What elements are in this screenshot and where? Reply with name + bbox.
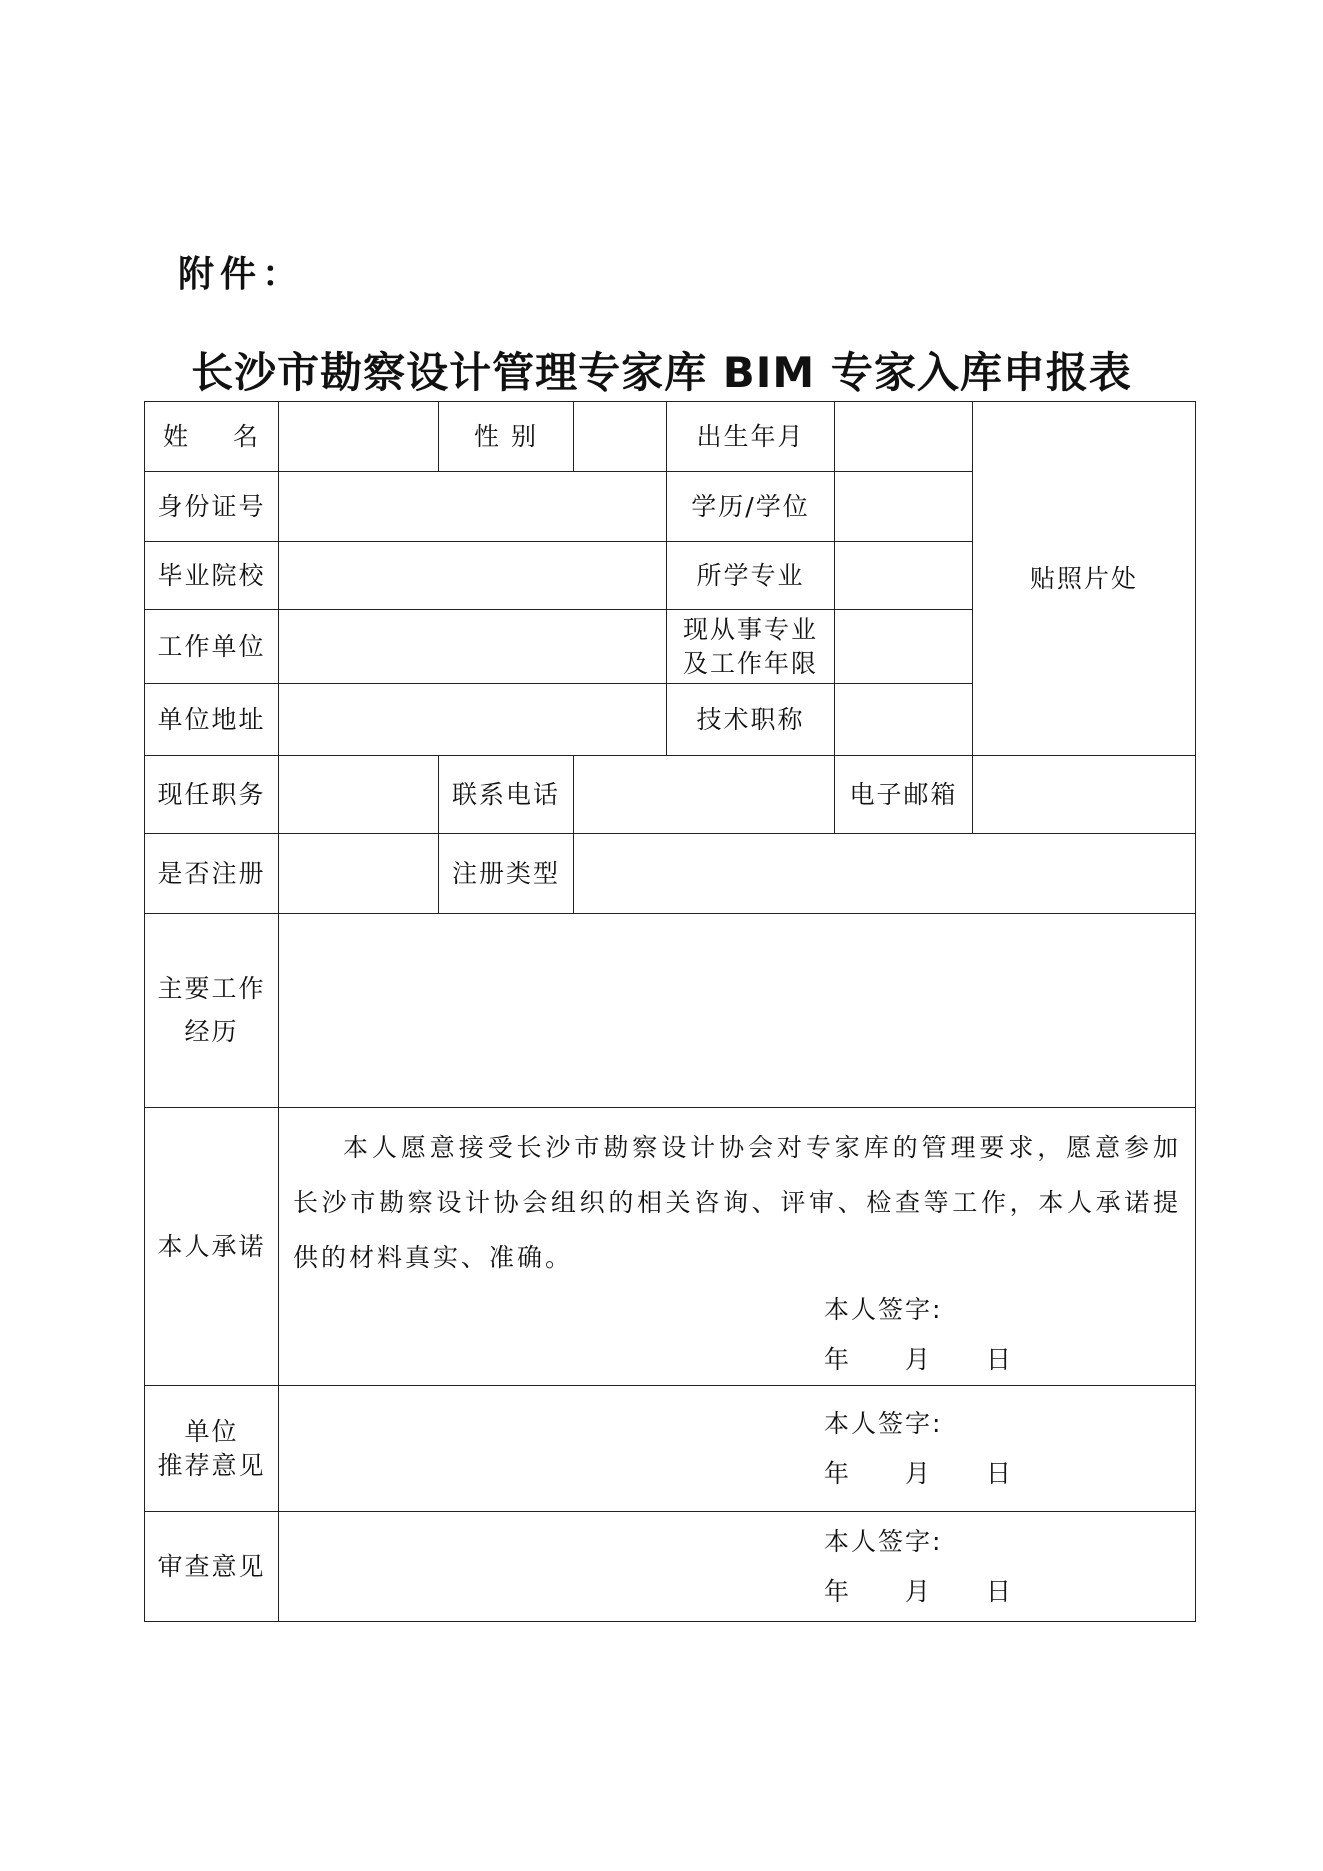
- day-label: 日: [985, 1576, 1013, 1606]
- address-label: 单位地址: [145, 684, 279, 756]
- school-field[interactable]: [279, 542, 667, 610]
- current-field-field[interactable]: [835, 610, 973, 684]
- year-label: 年: [824, 1458, 852, 1488]
- major-field[interactable]: [835, 542, 973, 610]
- experience-label-line2: 经历: [184, 1016, 239, 1046]
- gender-label: 性 别: [439, 402, 574, 472]
- signature-label: 本人签字:: [824, 1526, 943, 1556]
- id-field[interactable]: [279, 472, 667, 542]
- date-line: [824, 1335, 1195, 1385]
- registered-label: 是否注册: [145, 834, 279, 914]
- experience-label-line1: 主要工作: [157, 974, 266, 1003]
- birth-label: 出生年月: [667, 402, 835, 472]
- review-cell[interactable]: [279, 1512, 1196, 1622]
- unit-opinion-label: [145, 1386, 279, 1512]
- email-label: 电子邮箱: [835, 756, 973, 834]
- id-label: 身份证号: [145, 472, 279, 542]
- signature-label: 本人签字:: [824, 1408, 943, 1438]
- experience-label: [145, 914, 279, 1108]
- position-field[interactable]: [279, 756, 439, 834]
- reg-type-field[interactable]: [574, 834, 1196, 914]
- birth-field[interactable]: [835, 402, 973, 472]
- promise-label: 本人承诺: [145, 1108, 279, 1386]
- current-field-label-line1: 现从事专业: [682, 614, 818, 644]
- unit-opinion-label-line2: 推荐意见: [157, 1450, 266, 1480]
- unit-signature: [824, 1399, 1195, 1499]
- address-field[interactable]: [279, 684, 667, 756]
- month-label: 月: [904, 1576, 932, 1606]
- application-form-table: [144, 401, 1196, 1622]
- photo-area[interactable]: 贴照片处: [973, 402, 1196, 756]
- unit-opinion-cell[interactable]: [279, 1386, 1196, 1512]
- name-label-part2: 名: [232, 421, 260, 451]
- unit-opinion-label-line1: 单位: [184, 1416, 239, 1446]
- month-label: 月: [904, 1458, 932, 1488]
- current-field-label: [667, 610, 835, 684]
- major-label: 所学专业: [667, 542, 835, 610]
- current-field-label-line2: 及工作年限: [682, 648, 818, 678]
- reg-type-label: 注册类型: [439, 834, 574, 914]
- name-label-part1: 姓: [163, 421, 191, 451]
- signature-label: 本人签字:: [824, 1295, 943, 1324]
- review-signature: [824, 1517, 1195, 1617]
- gender-field[interactable]: [574, 402, 667, 472]
- promise-signature: [824, 1285, 1195, 1385]
- form-title: 长沙市勘察设计管理专家库 BIM 专家入库申报表: [191, 348, 1132, 397]
- degree-field[interactable]: [835, 472, 973, 542]
- promise-cell: [279, 1108, 1196, 1386]
- tech-title-field[interactable]: [835, 684, 973, 756]
- position-label: 现任职务: [145, 756, 279, 834]
- name-label-cell: [145, 402, 279, 472]
- promise-text: 本人愿意接受长沙市勘察设计协会对专家库的管理要求，愿意参加长沙市勘察设计协会组织的相关咨询、评审、检查等工作，本人承诺提供的材料真实、准确。: [293, 1133, 1181, 1272]
- employer-label: 工作单位: [145, 610, 279, 684]
- review-label: 审查意见: [145, 1512, 279, 1622]
- year-label: 年: [824, 1576, 852, 1606]
- registered-field[interactable]: [279, 834, 439, 914]
- date-line: [824, 1567, 1195, 1617]
- year-label: 年: [824, 1345, 852, 1374]
- day-label: 日: [985, 1458, 1013, 1488]
- tech-title-label: 技术职称: [667, 684, 835, 756]
- phone-label: 联系电话: [439, 756, 574, 834]
- school-label: 毕业院校: [145, 542, 279, 610]
- experience-field[interactable]: [279, 914, 1196, 1108]
- email-field[interactable]: [973, 756, 1196, 834]
- date-line: [824, 1449, 1195, 1499]
- phone-field[interactable]: [574, 756, 835, 834]
- degree-label: 学历/学位: [667, 472, 835, 542]
- month-label: 月: [904, 1345, 932, 1374]
- employer-field[interactable]: [279, 610, 667, 684]
- day-label: 日: [985, 1345, 1013, 1374]
- attachment-label: 附件：: [178, 254, 305, 295]
- name-field[interactable]: [279, 402, 439, 472]
